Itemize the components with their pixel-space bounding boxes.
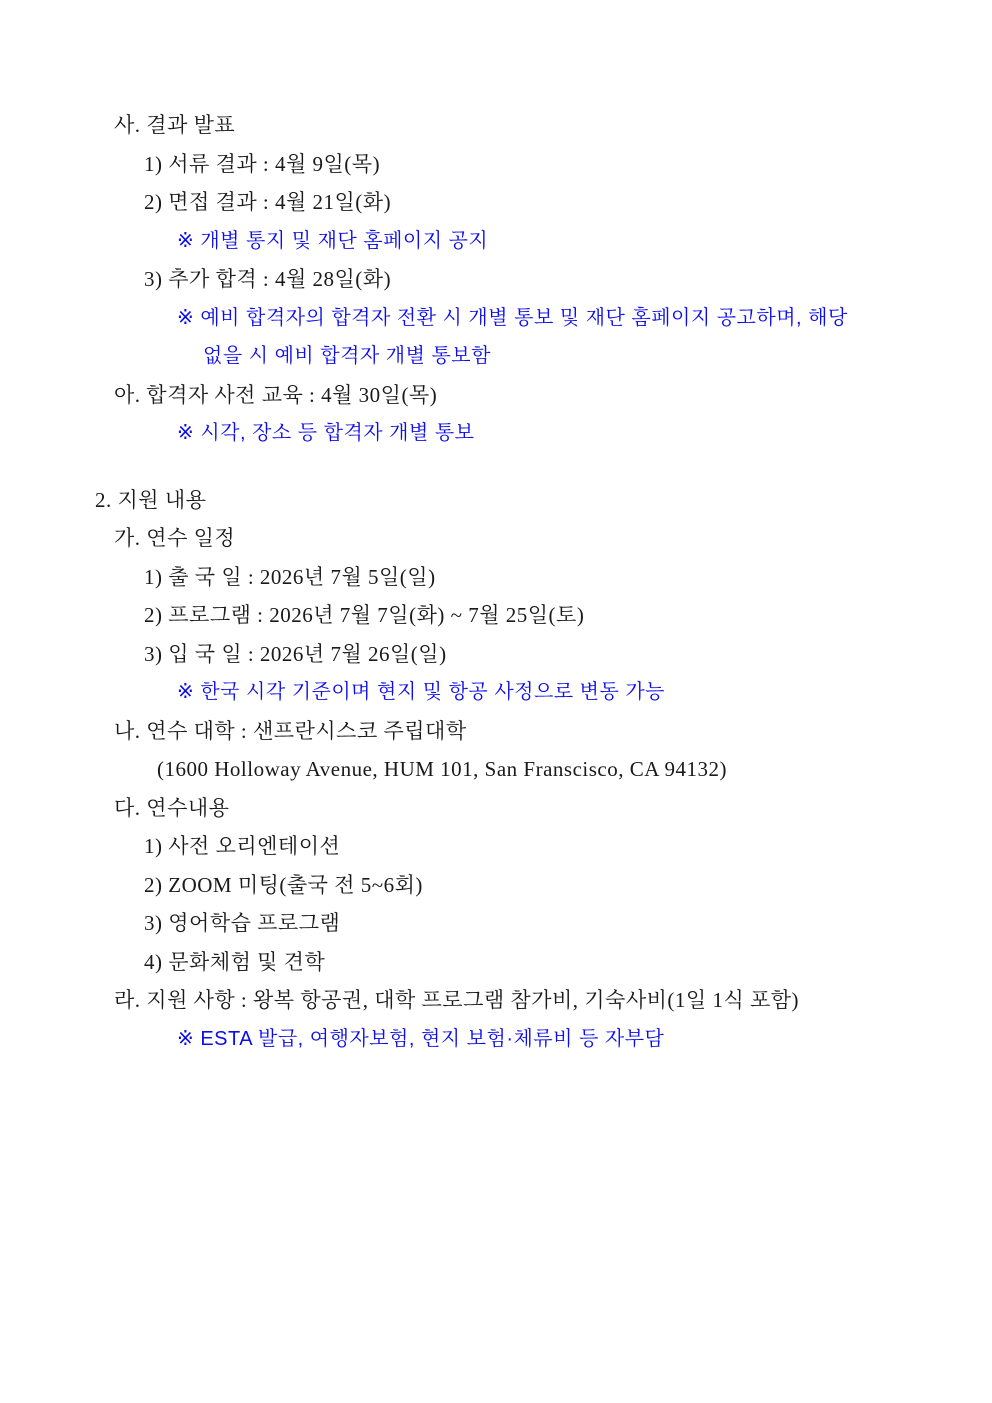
document-line: ※ 개별 통지 및 재단 홈페이지 공지 [177,229,489,252]
document-line: ※ 한국 시각 기준이며 현지 및 항공 사정으로 변동 가능 [177,681,665,703]
document-line: 2. 지원 내용 [95,487,207,512]
document-line: 나. 연수 대학 : 샌프란시스코 주립대학 [114,718,467,743]
document-line: ※ 예비 합격자의 합격자 전환 시 개별 통보 및 재단 홈페이지 공고하며, 해당 [177,306,848,329]
document-line: 3) 입 국 일 : 2026년 7월 26일(일) [144,641,447,666]
document-line: 다. 연수내용 [114,795,230,820]
document-line: 4) 문화체험 및 견학 [144,949,326,974]
document-line: ※ ESTA 발급, 여행자보험, 현지 보험·체류비 등 자부담 [177,1027,665,1050]
document-line: 3) 추가 합격 : 4월 28일(화) [144,267,392,291]
document-line: 1) 출 국 일 : 2026년 7월 5일(일) [144,564,436,589]
document-line: 가. 연수 일정 [114,526,236,550]
document-line: 1) 서류 결과 : 4월 9일(목) [144,151,381,176]
document-lines [0,106,992,1058]
document-line: 2) 면접 결과 : 4월 21일(화) [144,190,392,214]
document-line: 3) 영어학습 프로그램 [144,911,341,935]
document-line: 사. 결과 발표 [114,113,236,137]
document-line: 없을 시 예비 합격자 개별 통보함 [203,345,491,367]
document-line: 1) 사전 오리엔테이션 [144,834,341,858]
document-line: 2) 프로그램 : 2026년 7월 7일(화) ~ 7월 25일(토) [144,603,585,627]
document-line: ※ 시각, 장소 등 합격자 개별 통보 [177,422,475,444]
document-line: 라. 지원 사항 : 왕복 항공권, 대학 프로그램 참가비, 기숙사비(1일 1식 포함) [114,988,800,1012]
document-line: (1600 Holloway Avenue, HUM 101, San Franscisco, CA 94132) [157,757,727,781]
document-line: 아. 합격자 사전 교육 : 4월 30일(목) [114,382,438,407]
document-line: 2) ZOOM 미팅(출국 전 5~6회) [144,872,423,897]
